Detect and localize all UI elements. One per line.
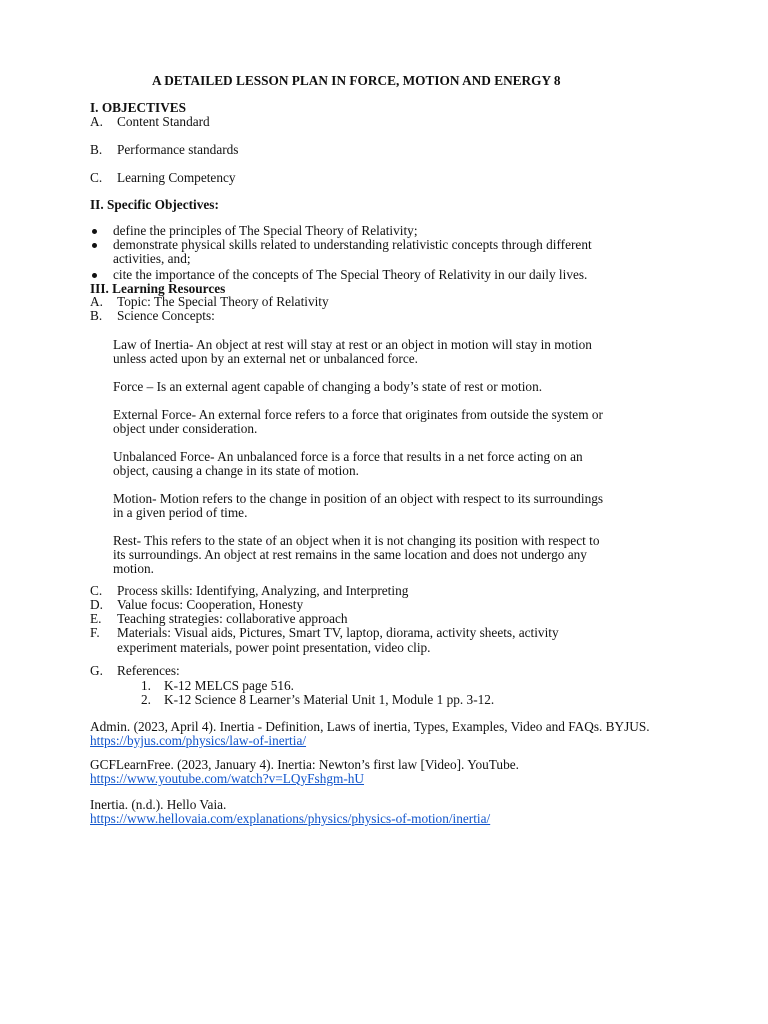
objectives-heading: I. OBJECTIVES: [90, 100, 187, 115]
science-concepts-label: Science Concepts:: [117, 308, 215, 323]
resource-letter: F.: [90, 625, 100, 640]
concept-force: Force – Is an external agent capable of changing a body’s state of rest or motion.: [113, 379, 543, 394]
citation-text: GCFLearnFree. (2023, January 4). Inertia: Newton’s first law [Video]. YouTube.: [90, 757, 519, 772]
specific-objective-3: cite the importance of the concepts of The Special Theory of Relativity in our daily lives.: [113, 267, 588, 282]
specific-objective-2-line-1: demonstrate physical skills related to understanding relativistic concepts through different: [113, 237, 592, 252]
concept-motion-line-2: in a given period of time.: [113, 505, 248, 520]
concept-law-of-inertia-line-1: Law of Inertia- An object at rest will stay at rest or an object in motion will stay in motion: [113, 337, 592, 352]
resource-letter: B.: [90, 308, 103, 323]
reference-item-2: K-12 Science 8 Learner’s Material Unit 1, Module 1 pp. 3-12.: [164, 692, 495, 707]
specific-objectives-heading: II. Specific Objectives:: [90, 197, 219, 212]
objective-letter: B.: [90, 142, 103, 157]
citation-link[interactable]: https://www.youtube.com/watch?v=LQyFshgm-hU: [90, 771, 365, 786]
value-focus: Value focus: Cooperation, Honesty: [117, 597, 304, 612]
document-title: A DETAILED LESSON PLAN IN FORCE, MOTION AND ENERGY 8: [152, 73, 561, 88]
objective-letter: C.: [90, 170, 103, 185]
resource-letter: C.: [90, 583, 103, 598]
concept-rest-line-3: motion.: [113, 561, 155, 576]
objective-performance-standards: Performance standards: [117, 142, 239, 157]
resource-letter: D.: [90, 597, 103, 612]
bullet-icon: [92, 273, 97, 278]
resource-letter: A.: [90, 294, 103, 309]
teaching-strategies: Teaching strategies: collaborative approach: [117, 611, 348, 626]
concept-motion-line-1: Motion- Motion refers to the change in position of an object with respect to its surroundings: [113, 491, 604, 506]
resource-topic: Topic: The Special Theory of Relativity: [117, 294, 329, 309]
objective-learning-competency: Learning Competency: [117, 170, 236, 185]
bullet-icon: [92, 243, 97, 248]
concept-law-of-inertia-line-2: unless acted upon by an external net or unbalanced force.: [113, 351, 418, 366]
process-skills: Process skills: Identifying, Analyzing, and Interpreting: [117, 583, 409, 598]
reference-number: 2.: [141, 692, 151, 707]
citation-link[interactable]: https://byjus.com/physics/law-of-inertia/: [90, 733, 307, 748]
citation-link[interactable]: https://www.hellovaia.com/explanations/physics/physics-of-motion/inertia/: [90, 811, 491, 826]
citation-text: Inertia. (n.d.). Hello Vaia.: [90, 797, 227, 812]
reference-number: 1.: [141, 678, 151, 693]
references-label: References:: [117, 663, 180, 678]
concept-rest-line-1: Rest- This refers to the state of an object when it is not changing its position with respect to: [113, 533, 600, 548]
objective-letter: A.: [90, 114, 103, 129]
concept-rest-line-2: its surroundings. An object at rest remains in the same location and does not undergo any: [113, 547, 587, 562]
concept-unbalanced-force-line-1: Unbalanced Force- An unbalanced force is a force that results in a net force acting on an: [113, 449, 583, 464]
concept-external-force-line-1: External Force- An external force refers to a force that originates from outside the system or: [113, 407, 603, 422]
reference-item-1: K-12 MELCS page 516.: [164, 678, 295, 693]
materials-line-2: experiment materials, power point presentation, video clip.: [117, 640, 431, 655]
learning-resources-heading: III. Learning Resources: [90, 281, 226, 296]
concept-unbalanced-force-line-2: object, causing a change in its state of motion.: [113, 463, 359, 478]
citation-text: Admin. (2023, April 4). Inertia - Definition, Laws of inertia, Types, Examples, Video and FAQs. BYJUS.: [90, 719, 650, 734]
concept-external-force-line-2: object under consideration.: [113, 421, 258, 436]
objective-content-standard: Content Standard: [117, 114, 210, 129]
bullet-icon: [92, 229, 97, 234]
resource-letter: E.: [90, 611, 102, 626]
materials-line-1: Materials: Visual aids, Pictures, Smart TV, laptop, diorama, activity sheets, activity: [117, 625, 559, 640]
resource-letter: G.: [90, 663, 103, 678]
specific-objective-1: define the principles of The Special Theory of Relativity;: [113, 223, 418, 238]
specific-objective-2-line-2: activities, and;: [113, 251, 191, 266]
